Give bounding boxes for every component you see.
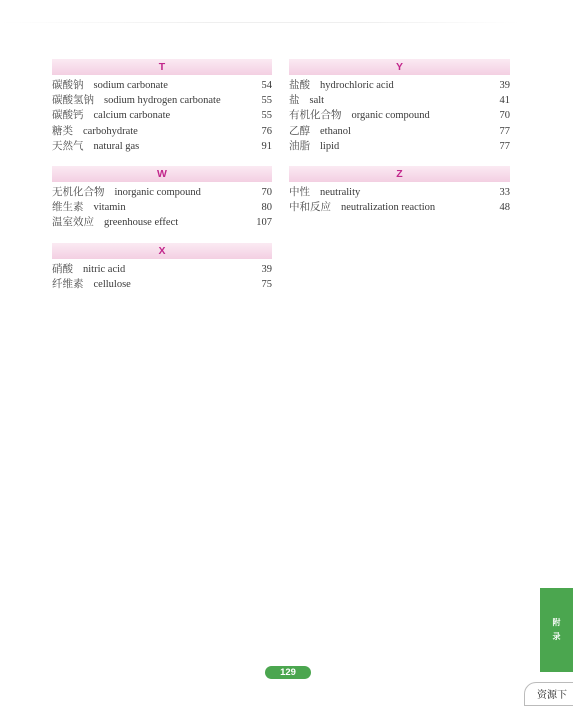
index-entry	[289, 139, 510, 154]
index-entry	[52, 139, 272, 154]
entry-page: 70	[499, 110, 510, 122]
entry-chinese: 中性	[289, 186, 310, 198]
entry-chinese: 硝酸	[52, 263, 73, 275]
entry-english: greenhouse effect	[104, 217, 179, 229]
top-divider	[0, 22, 520, 23]
index-entry	[52, 124, 272, 139]
page-number: 129	[265, 666, 311, 679]
index-entry	[52, 108, 272, 123]
index-column-left	[52, 59, 272, 304]
entry-chinese: 温室效应	[52, 217, 94, 229]
entry-english: sodium carbonate	[93, 80, 168, 91]
index-section-t	[52, 59, 272, 154]
entry-page: 76	[261, 125, 272, 137]
entry-chinese: 碳酸钠	[52, 80, 84, 91]
entry-page: 39	[261, 263, 272, 275]
index-entry	[289, 93, 510, 108]
index-entry	[289, 200, 510, 215]
entry-page: 48	[499, 202, 510, 214]
entry-english: nitric acid	[83, 263, 126, 275]
side-tab-char: 附	[552, 618, 561, 627]
index-entry	[289, 78, 510, 93]
section-letter-x: X	[52, 243, 272, 259]
section-letter-y: Y	[289, 59, 510, 75]
index-section-y	[289, 59, 510, 154]
entry-chinese: 糖类	[52, 125, 73, 137]
entry-english: calcium carbonate	[93, 110, 171, 122]
entry-chinese: 盐	[289, 95, 300, 107]
index-entry	[52, 185, 272, 200]
entry-chinese: 纤维素	[52, 278, 84, 290]
entry-chinese: 中和反应	[289, 202, 331, 214]
entry-chinese: 碳酸钙	[52, 110, 84, 122]
entry-english: hydrochloric acid	[320, 80, 394, 91]
appendix-side-tab	[540, 588, 573, 672]
entry-english: sodium hydrogen carbonate	[104, 95, 221, 107]
section-letter-t: T	[52, 59, 272, 75]
index-entry	[289, 124, 510, 139]
entry-page: 107	[256, 217, 272, 229]
entry-chinese: 天然气	[52, 140, 84, 152]
entry-page: 55	[261, 110, 272, 122]
entry-page: 33	[499, 186, 510, 198]
entry-english: organic compound	[351, 110, 430, 122]
index-section-w	[52, 166, 272, 231]
entry-chinese: 盐酸	[289, 80, 310, 91]
index-entry	[52, 262, 272, 277]
section-letter-w: W	[52, 166, 272, 182]
index-section-x	[52, 243, 272, 292]
index-entry	[52, 200, 272, 215]
entry-page: 55	[261, 95, 272, 107]
entry-page: 54	[261, 80, 272, 91]
entry-english: neutrality	[320, 186, 361, 198]
index-entry	[289, 108, 510, 123]
entry-chinese: 油脂	[289, 140, 310, 152]
entry-english: inorganic compound	[114, 186, 201, 198]
index-entry	[52, 78, 272, 93]
entry-english: vitamin	[93, 202, 126, 214]
entry-page: 70	[261, 186, 272, 198]
index-entry	[52, 277, 272, 292]
entry-page: 80	[261, 202, 272, 214]
section-letter-z: Z	[289, 166, 510, 182]
entry-chinese: 维生素	[52, 202, 84, 214]
entry-page: 77	[499, 140, 510, 152]
index-column-right	[289, 59, 510, 227]
index-entry	[52, 215, 272, 230]
entry-page: 77	[499, 125, 510, 137]
index-section-z	[289, 166, 510, 215]
entry-english: neutralization reaction	[341, 202, 436, 214]
index-entry	[52, 93, 272, 108]
entry-english: cellulose	[93, 278, 131, 290]
entry-english: natural gas	[93, 140, 140, 152]
entry-page: 39	[499, 80, 510, 91]
side-tab-char: 录	[552, 632, 561, 641]
index-entry	[289, 185, 510, 200]
entry-english: carbohydrate	[83, 125, 138, 137]
entry-chinese: 有机化合物	[289, 110, 342, 122]
entry-english: salt	[309, 95, 325, 107]
entry-english: ethanol	[320, 125, 351, 137]
resource-download-tab[interactable]: 资源下	[524, 682, 573, 706]
entry-page: 91	[261, 140, 272, 152]
entry-page: 75	[261, 278, 272, 290]
entry-english: lipid	[320, 140, 340, 152]
entry-chinese: 无机化合物	[52, 186, 105, 198]
entry-chinese: 碳酸氢钠	[52, 95, 94, 107]
entry-page: 41	[499, 95, 510, 107]
entry-chinese: 乙醇	[289, 125, 310, 137]
